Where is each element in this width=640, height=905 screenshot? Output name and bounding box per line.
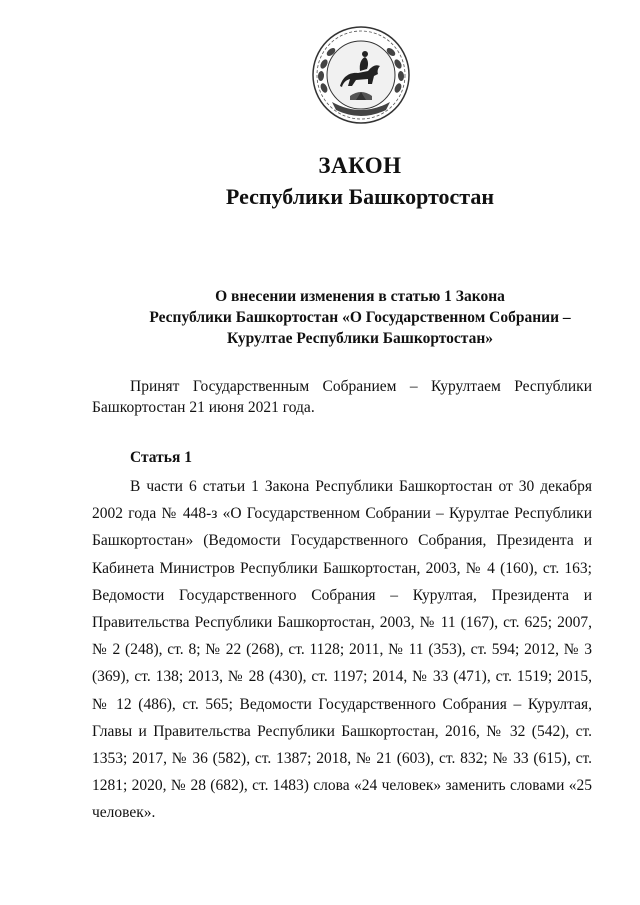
law-subject [0,286,640,349]
law-subject-line: О внесении изменения в статью 1 Закона [215,288,505,305]
coat-of-arms-icon [310,24,412,126]
article-body: В части 6 статьи 1 Закона Республики Башкортостан от 30 декабря 2002 года № 448-з «О Государственном Собрании – Курултае Республики Башкортостан» (Ведомости Государственного Собрания, Президента и Кабинета Министров Республики Башкортостан, 2003, № 4 (160), ст. 163; Ведомости Государственного Собрания – Курултая, Президента и Правительства Республики Башкортостан, 2003, № 11 (167), ст. 625; 2007, № 2 (248), ст. 8; № 22 (268), ст. 1128; 2011, № 11 (353), ст. 594; 2012, № 3 (369), ст. 138; 2013, № 28 (430), ст. 1197; 2014, № 33 (471), ст. 1519; 2015, № 12 (486), ст. 565; Ведомости Государственного Собрания – Курултая, Главы и Правительства Республики Башкортостан, 2016, № 32 (542), ст. 1353; 2017, № 36 (582), ст. 1387; 2018, № 21 (603), ст. 832; № 33 (615), ст. 1281; 2020, № 28 (682), ст. 1483) слова «24 человек» заменить словами «25 человек». [92,478,592,822]
adoption-note: Принят Государственным Собранием – Курултаем Республики Башкортостан 21 июня 2021 года. [92,378,592,416]
document-subtitle: Республики Башкортостан [225,184,495,209]
document-title: ЗАКОН [318,153,402,178]
law-subject-line: Республики Башкортостан «О Государственном Собрании – [149,309,571,326]
article-heading: Статья 1 [130,449,192,466]
law-subject-line: Курултае Республики Башкортостан» [226,330,494,347]
